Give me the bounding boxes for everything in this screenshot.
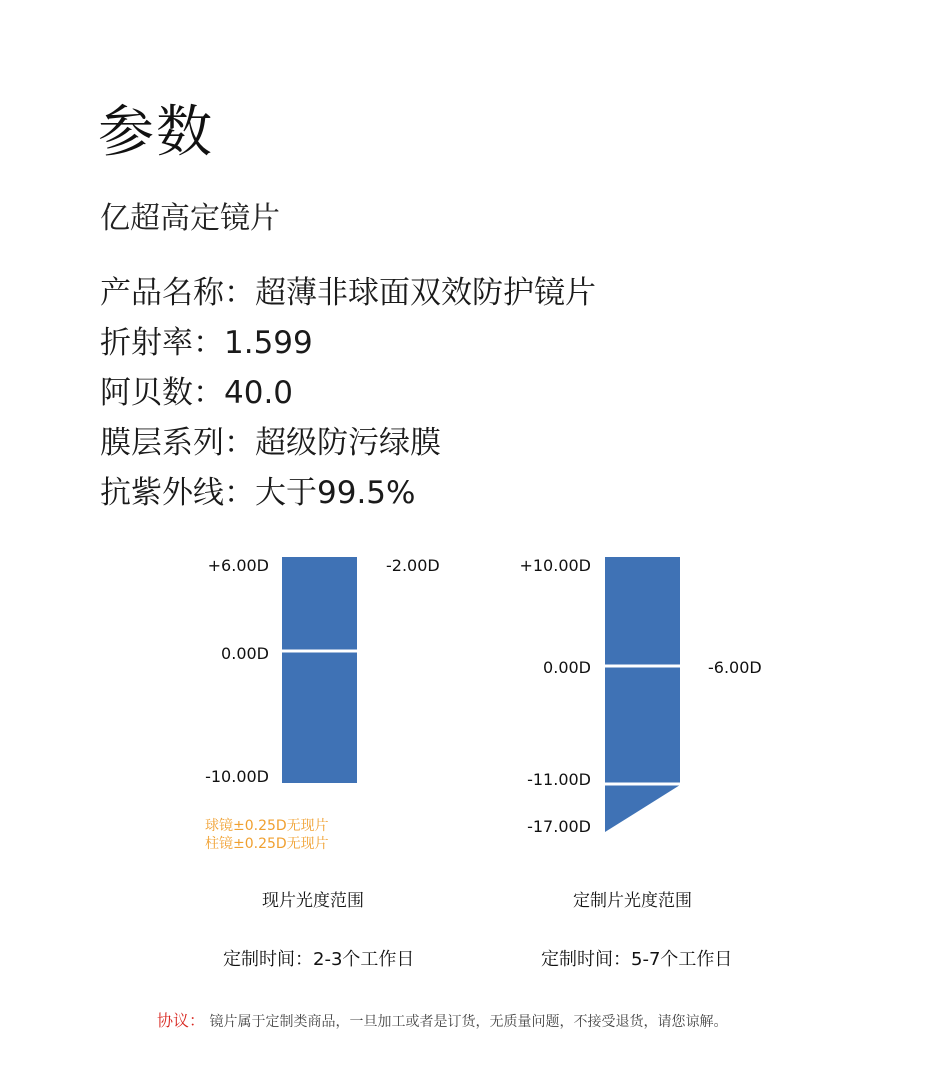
page-title: 参数 bbox=[98, 100, 214, 165]
custom-lead-time: 定制时间：5-7个工作日 bbox=[541, 949, 733, 970]
custom-range-svg bbox=[515, 545, 775, 845]
stock-zero-label: 0.00D bbox=[221, 644, 269, 663]
agreement-label: 协议： bbox=[157, 1011, 206, 1030]
custom-caption: 定制片光度范围 bbox=[573, 891, 692, 911]
spec-uv-protection: 抗紫外线：大于99.5% bbox=[100, 475, 416, 511]
stock-range-bar bbox=[282, 557, 357, 783]
sphere-note: 球镜±0.25D无现片 bbox=[205, 818, 329, 834]
agreement bbox=[157, 1008, 727, 1031]
custom-cyl-label: -6.00D bbox=[708, 658, 762, 677]
custom-zero-label: 0.00D bbox=[543, 658, 591, 677]
spec-refractive-index: 折射率：1.599 bbox=[100, 325, 313, 361]
stock-lead-time: 定制时间：2-3个工作日 bbox=[223, 949, 415, 970]
spec-product-name: 产品名称：超薄非球面双效防护镜片 bbox=[100, 275, 596, 311]
stock-notes bbox=[205, 817, 329, 853]
stock-bottom-label: -10.00D bbox=[205, 767, 269, 786]
spec-abbe-number: 阿贝数：40.0 bbox=[100, 375, 294, 411]
spec-coating: 膜层系列：超级防污绿膜 bbox=[100, 425, 441, 461]
stock-range-svg bbox=[200, 545, 460, 795]
product-line: 亿超高定镜片 bbox=[100, 201, 280, 236]
stock-cyl-label: -2.00D bbox=[386, 556, 440, 575]
cylinder-note: 柱镜±0.25D无现片 bbox=[205, 836, 329, 852]
stock-caption: 现片光度范围 bbox=[262, 891, 364, 911]
agreement-text: 镜片属于定制类商品，一旦加工或者是订货，无质量问题，不接受退货，请您谅解。 bbox=[209, 1014, 728, 1030]
stock-top-label: +6.00D bbox=[207, 556, 269, 575]
custom-range-bar bbox=[605, 557, 680, 832]
custom-mid-label: -11.00D bbox=[527, 770, 591, 789]
spec-list bbox=[100, 268, 596, 518]
custom-range-chart bbox=[515, 545, 775, 849]
custom-top-label: +10.00D bbox=[519, 556, 591, 575]
custom-bottom-label: -17.00D bbox=[527, 817, 591, 836]
stock-range-chart bbox=[200, 545, 460, 799]
